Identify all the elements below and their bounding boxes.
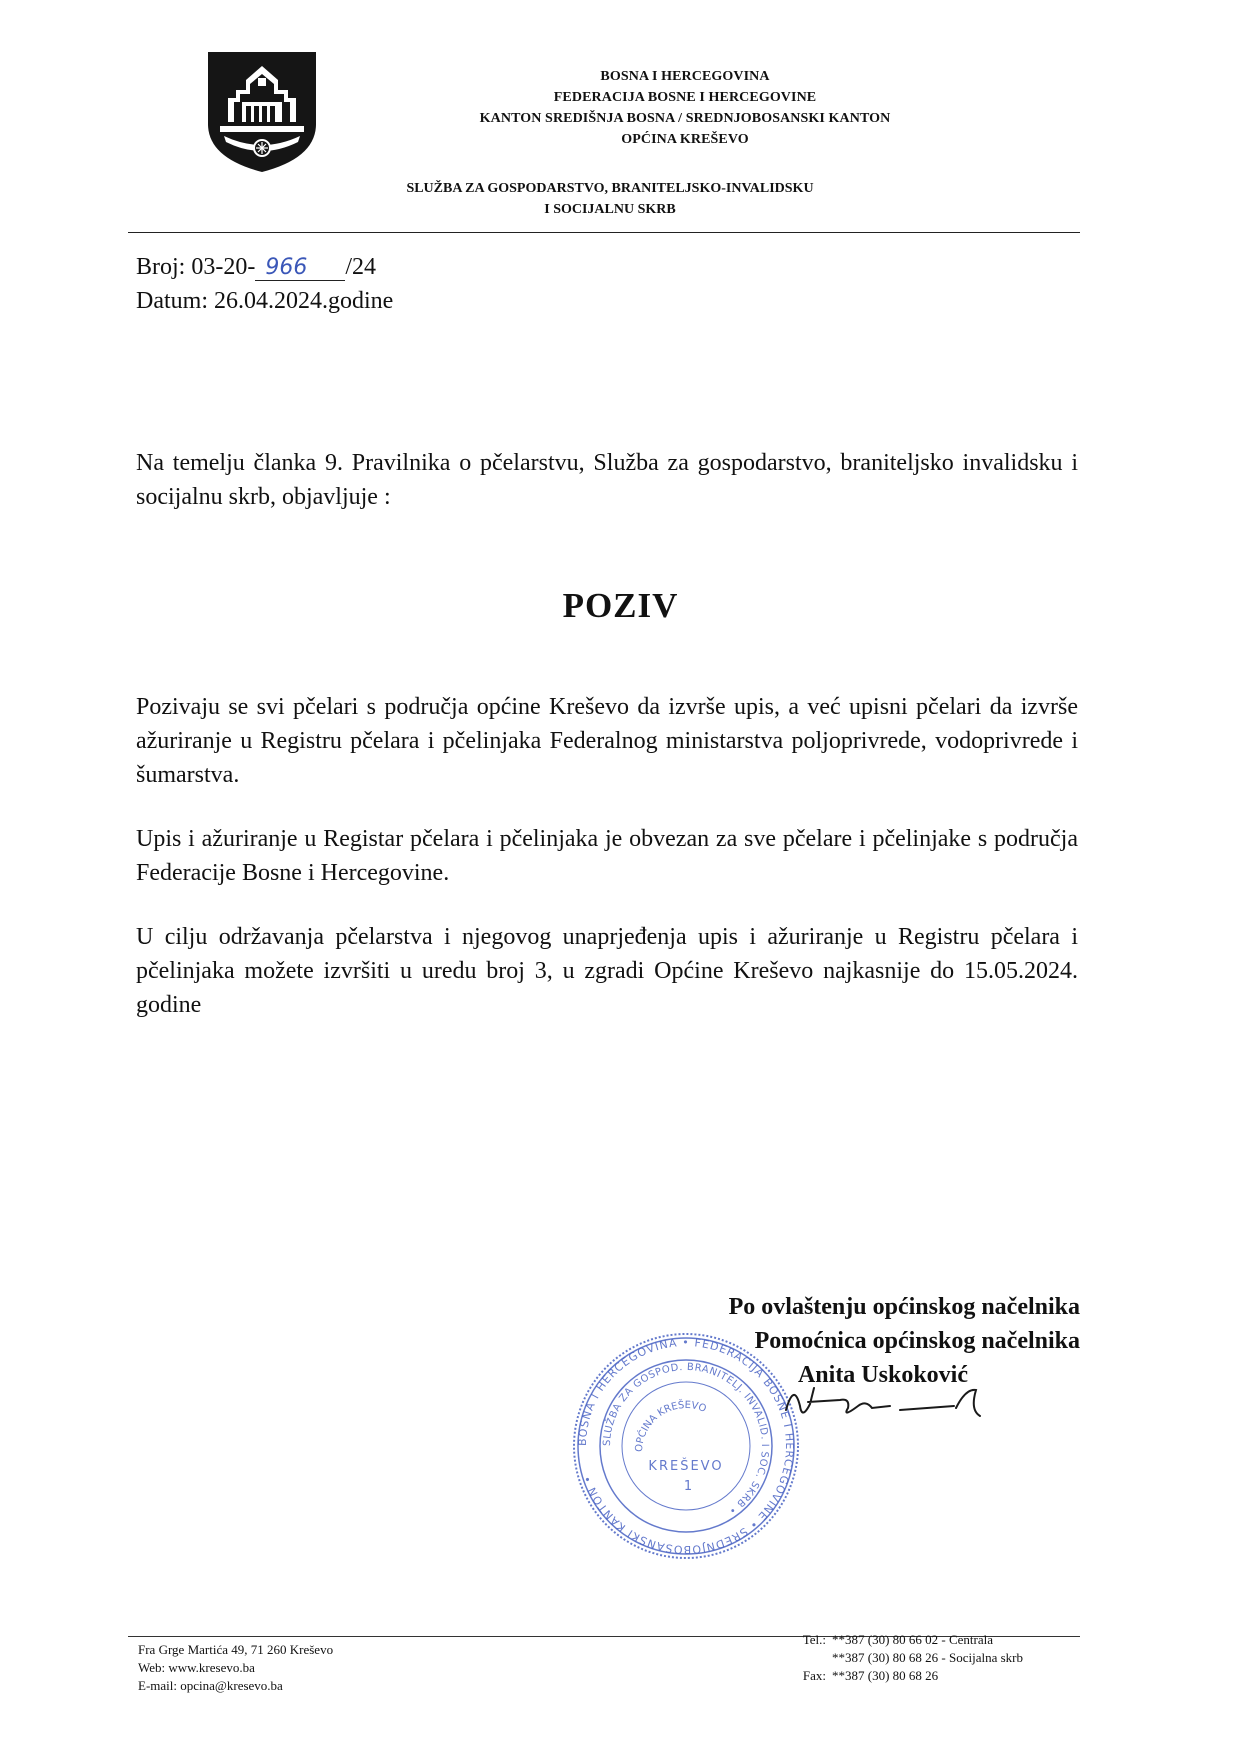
signatory-name: Anita Uskoković	[797, 1362, 968, 1388]
handwritten-signature	[780, 1380, 1002, 1430]
reference-number	[136, 250, 393, 284]
stamp-center-arc: OPĆINA KREŠEVO	[633, 1399, 708, 1453]
body-paragraph-2: Upis i ažuriranje u Registar pčelara i pčelinjaka je obvezan za sve pčelare i pčelinjake s područja Federacije Bosne i Hercegovine.	[136, 826, 1078, 886]
intro-paragraph: Na temelju članka 9. Pravilnika o pčelarstvu, Služba za gospodarstvo, braniteljsko invalidsku i socijalnu skrb, objavljuje :	[136, 450, 1078, 510]
stamp-number: 1	[683, 1479, 693, 1494]
letterhead-federation: FEDERACIJA BOSNE I HERCEGOVINE	[553, 90, 817, 105]
handwritten-number: 966	[255, 256, 345, 281]
municipality-crest-logo	[206, 50, 318, 174]
reference-number-label: Broj: 03-20-	[136, 254, 256, 280]
body-paragraph-3: U cilju održavanja pčelarstva i njegovog unaprjeđenja upis i ažuriranje u Registru pčelara i pčelinjaka možete izvršiti u uredu broj 3, u zgradi Općine Kreševo najkasnije do 15.05.2024. godine	[136, 924, 1078, 1018]
document-title: POZIV	[562, 586, 679, 625]
body-paragraph-1: Pozivaju se svi pčelari s područja općine Kreševo da izvrše upis, a već upisni pčelari da izvrše ažuriranje u Registru pčelara i pčelinjaka Federalnog ministarstva poljoprivrede, vodoprivrede i šumarstva.	[136, 694, 1078, 788]
header-divider	[128, 232, 1080, 233]
service-line-2: I SOCIJALNU SKRB	[544, 202, 676, 217]
footer-contact-right	[788, 1631, 1023, 1685]
signature-authority: Po ovlaštenju općinskog načelnika	[728, 1294, 1080, 1320]
reference-number-suffix: /24	[345, 254, 376, 280]
footer-tel-social: **387 (30) 80 68 26 - Socijalna skrb	[832, 1650, 1024, 1665]
footer-contact-left	[138, 1641, 333, 1695]
letterhead-country: BOSNA I HERCEGOVINA	[600, 69, 770, 84]
signature-title: Pomoćnica općinskog načelnika	[754, 1328, 1080, 1354]
footer-web: Web: www.kresevo.ba	[138, 1660, 255, 1675]
reference-block	[136, 250, 393, 318]
reference-date: Datum: 26.04.2024.godine	[136, 288, 394, 314]
stamp-inner-text: SLUŽBA ZA GOSPOD. BRANITELJ. INVALID. I SOC. SKRB •	[601, 1361, 771, 1517]
service-line-1: SLUŽBA ZA GOSPODARSTVO, BRANITELJSKO-INVALIDSKU	[406, 181, 814, 196]
letterhead	[420, 66, 950, 150]
stamp-center-word: KREŠEVO	[648, 1459, 724, 1474]
footer-fax: **387 (30) 80 68 26	[832, 1668, 939, 1683]
letterhead-canton: KANTON SREDIŠNJA BOSNA / SREDNJOBOSANSKI KANTON	[479, 111, 891, 126]
letterhead-municipality: OPĆINA KREŠEVO	[621, 132, 749, 147]
footer-email: E-mail: opcina@kresevo.ba	[138, 1678, 283, 1693]
service-name	[330, 178, 890, 220]
footer-tel-label: Tel.:	[802, 1632, 826, 1647]
official-stamp	[570, 1330, 802, 1562]
footer-address: Fra Grge Martića 49, 71 260 Kreševo	[138, 1642, 334, 1657]
footer-tel-central: **387 (30) 80 66 02 - Centrala	[832, 1632, 994, 1647]
stamp-outer-text: BOSNA I HERCEGOVINA • FEDERACIJA BOSNE I HERCEGOVINE • SREDNJOBOSANSKI KANTON •	[575, 1335, 797, 1557]
footer-fax-label: Fax:	[802, 1668, 826, 1683]
